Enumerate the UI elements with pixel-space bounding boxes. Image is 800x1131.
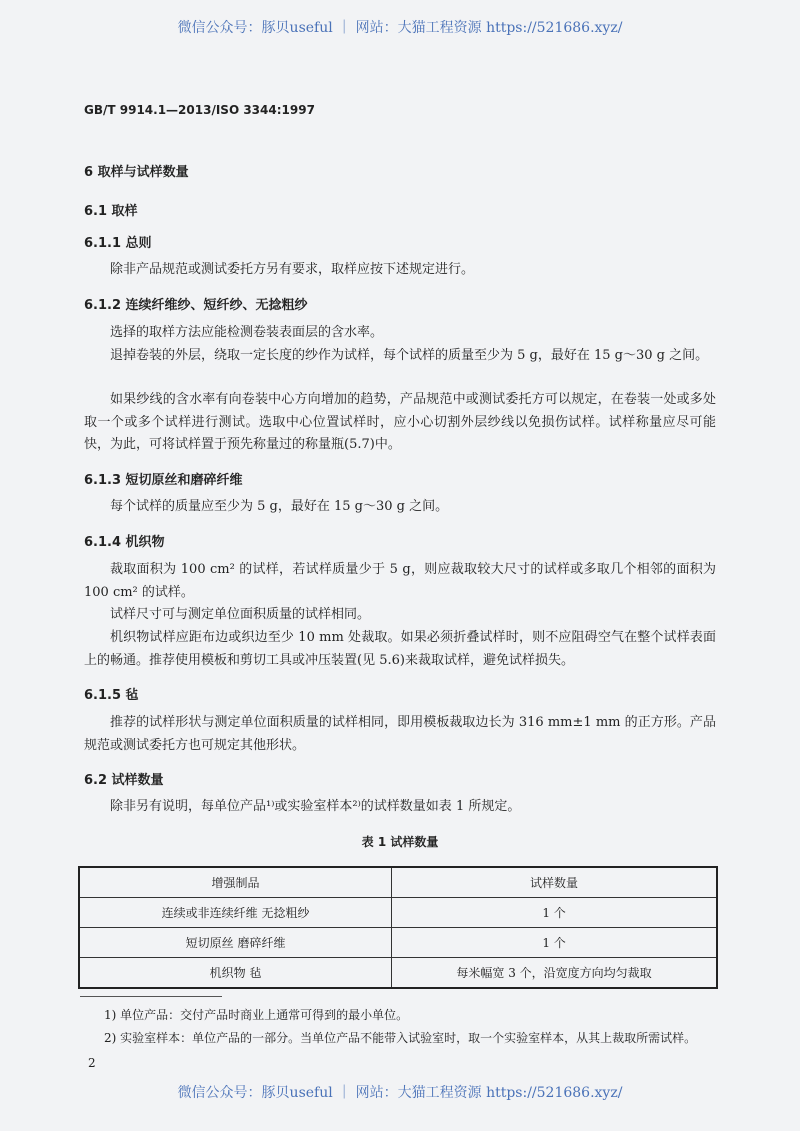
section-6-1-5-heading: 6.1.5 毡 [84,688,139,703]
table-cell: 1 个 [392,898,717,928]
paragraph: 试样尺寸可与测定单位面积质量的试样相同。 [110,607,371,622]
section-6-1-1-heading: 6.1.1 总则 [84,236,152,251]
table-row [79,958,717,989]
paragraph: 如果纱线的含水率有向卷装中心方向增加的趋势，产品规范中或测试委托方可以规定，在卷装一处或多处取一个或多个试样进行测试。选取中心位置试样时，应小心切割外层纱线以免损伤试样。试样称量应尽可能快，为此，可将试样置于预先称量过的称量瓶(5.7)中。 [84,392,716,452]
column-header: 试样数量 [392,867,717,898]
section-6-1-2-heading: 6.1.2 连续纤维纱、短纤纱、无捻粗纱 [84,298,308,313]
table-header-row [79,867,717,898]
paragraph: 选择的取样方法应能检测卷装表面层的含水率。 [110,325,384,340]
footnote: 1) 单位产品：交付产品时商业上通常可得到的最小单位。 [104,1008,409,1022]
footnote-divider [80,996,222,997]
paragraph: 退掉卷装的外层，绕取一定长度的纱作为试样，每个试样的质量至少为 5 g，最好在 15 g～30 g 之间。 [110,348,709,363]
sample-count-table [78,866,718,989]
table-cell: 短切原丝 磨碎纤维 [79,928,392,958]
section-6-2-heading: 6.2 试样数量 [84,773,164,788]
paragraph: 裁取面积为 100 cm² 的试样，若试样质量少于 5 g，则应裁取较大尺寸的试样或多取几个相邻的面积为 100 cm² 的试样。 [84,562,716,600]
column-header: 增强制品 [79,867,392,898]
table-cell: 机织物 毡 [79,958,392,989]
paragraph: 除非产品规范或测试委托方另有要求，取样应按下述规定进行。 [110,262,475,277]
section-6-heading: 6 取样与试样数量 [84,165,189,180]
section-6-1-3-heading: 6.1.3 短切原丝和磨碎纤维 [84,473,243,488]
table-cell: 每米幅宽 3 个，沿宽度方向均匀裁取 [392,958,717,989]
table-row [79,898,717,928]
page-number: 2 [88,1056,96,1070]
paragraph: 每个试样的质量应至少为 5 g，最好在 15 g～30 g 之间。 [110,499,449,514]
paragraph: 除非另有说明，每单位产品¹⁾或实验室样本²⁾的试样数量如表 1 所规定。 [110,799,521,814]
table-title: 表 1 试样数量 [361,835,439,849]
standard-header: GB/T 9914.1—2013/ISO 3344:1997 [84,103,315,117]
watermark-top: 微信公众号：豚贝useful ｜ 网站：大猫工程资源 https://521686.xyz/ [177,20,623,36]
paragraph: 推荐的试样形状与测定单位面积质量的试样相同，即用模板裁取边长为 316 mm±1 mm 的正方形。产品规范或测试委托方也可规定其他形状。 [84,715,716,753]
paragraph: 机织物试样应距布边或织边至少 10 mm 处裁取。如果必须折叠试样时，则不应阻碍空气在整个试样表面上的畅通。推荐使用模板和剪切工具或冲压装置(见 5.6)来裁取试样，避免试样损失。 [84,630,716,668]
table-cell: 1 个 [392,928,717,958]
section-6-1-4-heading: 6.1.4 机织物 [84,535,165,550]
table-row [79,928,717,958]
table-cell: 连续或非连续纤维 无捻粗纱 [79,898,392,928]
section-6-1-heading: 6.1 取样 [84,204,138,219]
footnote: 2) 实验室样本：单位产品的一部分。当单位产品不能带入试验室时，取一个实验室样本，从其上裁取所需试样。 [104,1031,697,1045]
watermark-bottom: 微信公众号：豚贝useful ｜ 网站：大猫工程资源 https://521686.xyz/ [177,1085,623,1101]
